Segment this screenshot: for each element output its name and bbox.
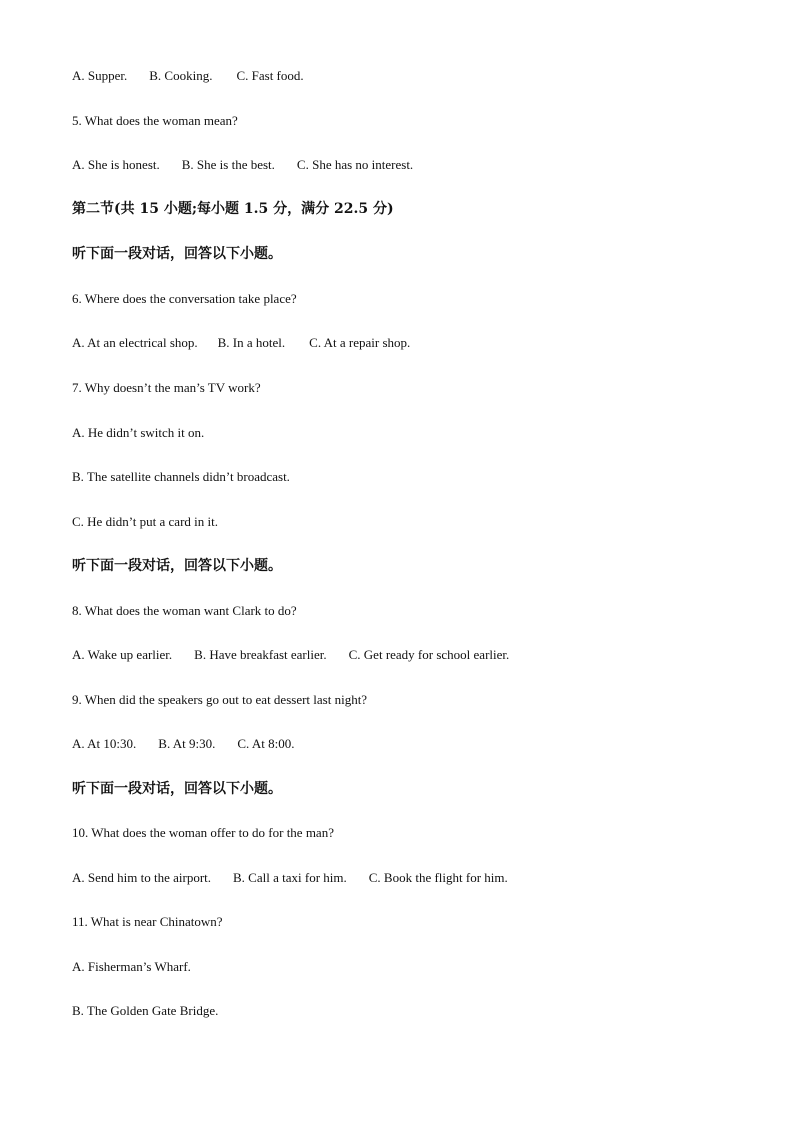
q4-option-a: A. Supper. <box>72 68 128 83</box>
instruction-heading: 听下面一段对话，回答以下小题。 <box>72 558 282 574</box>
q11-option-b: B. The Golden Gate Bridge. <box>72 1003 219 1018</box>
q8-options-row <box>72 647 509 663</box>
q5-question: 5. What does the woman mean? <box>72 113 238 128</box>
q5-option-c: C. She has no interest. <box>296 157 414 172</box>
q9-option-a: A. At 10:30. <box>72 736 137 751</box>
q11-option-a: A. Fisherman’s Wharf. <box>72 959 191 974</box>
q4-options-row <box>72 68 304 84</box>
q8-question: 8. What does the woman want Clark to do? <box>72 603 297 618</box>
q10-question: 10. What does the woman offer to do for the man? <box>72 825 334 840</box>
q5-option-b: B. She is the best. <box>181 157 275 172</box>
instruction-heading: 听下面一段对话，回答以下小题。 <box>72 781 282 797</box>
q9-option-c: C. At 8:00. <box>237 736 295 751</box>
q4-option-b: B. Cooking. <box>149 68 213 83</box>
q10-options-row <box>72 870 508 886</box>
q6-option-a: A. At an electrical shop. <box>72 335 198 350</box>
q5-option-a: A. She is honest. <box>72 157 160 172</box>
q6-options-row <box>72 335 410 351</box>
q10-option-b: B. Call a taxi for him. <box>233 870 347 885</box>
q8-option-c: C. Get ready for school earlier. <box>348 647 510 662</box>
q8-option-a: A. Wake up earlier. <box>72 647 173 662</box>
q10-option-a: A. Send him to the airport. <box>72 870 212 885</box>
q6-option-c: C. At a repair shop. <box>309 335 411 350</box>
q7-question: 7. Why doesn’t the man’s TV work? <box>72 380 261 395</box>
q8-option-b: B. Have breakfast earlier. <box>194 647 327 662</box>
q11-question: 11. What is near Chinatown? <box>72 914 223 929</box>
q5-options-row <box>72 157 413 173</box>
q6-option-b: B. In a hotel. <box>217 335 286 350</box>
q7-option-b: B. The satellite channels didn’t broadcast. <box>72 469 290 484</box>
q9-question: 9. When did the speakers go out to eat dessert last night? <box>72 692 368 707</box>
q9-options-row <box>72 736 294 752</box>
q7-option-a: A. He didn’t switch it on. <box>72 425 205 440</box>
q4-option-c: C. Fast food. <box>236 68 304 83</box>
q6-question: 6. Where does the conversation take place? <box>72 291 297 306</box>
q10-option-c: C. Book the flight for him. <box>368 870 508 885</box>
section-2-title: 第二节(共 15 小题;每小题 1.5 分，满分 22.5 分) <box>72 201 394 217</box>
q9-option-b: B. At 9:30. <box>158 736 216 751</box>
instruction-heading: 听下面一段对话，回答以下小题。 <box>72 246 282 262</box>
q7-option-c: C. He didn’t put a card in it. <box>72 514 218 529</box>
